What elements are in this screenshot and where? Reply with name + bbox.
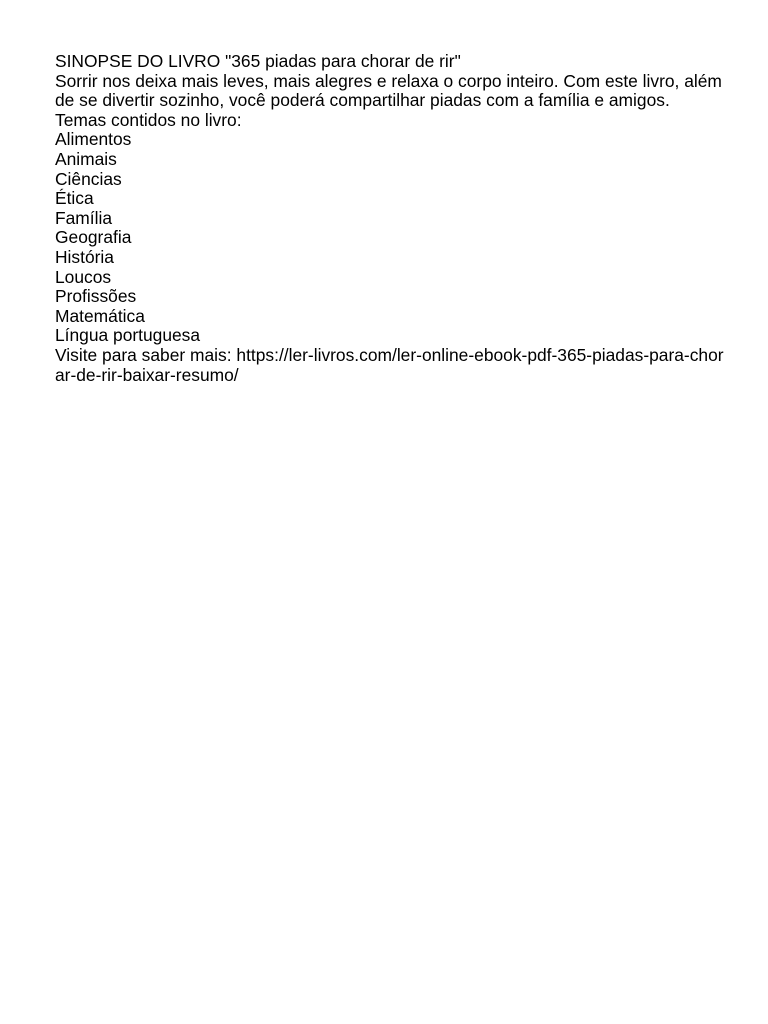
topic-item: História	[55, 246, 114, 267]
topic-item: Língua portuguesa	[55, 325, 201, 346]
topic-item: Loucos	[55, 266, 112, 287]
topic-item: Ciências	[55, 168, 122, 189]
more-info-link[interactable]: https://ler-livros.com/ler-online-ebook-pdf-365-piadas-para-chorar-de-rir-baixar-resumo/	[55, 344, 724, 385]
document-body	[55, 52, 725, 385]
document-title: SINOPSE DO LIVRO "365 piadas para chorar de rir"	[55, 51, 461, 71]
topics-heading: Temas contidos no livro:	[55, 109, 242, 130]
topic-item: Ética	[55, 188, 94, 209]
topics-list	[55, 130, 725, 346]
synopsis-paragraph: Sorrir nos deixa mais leves, mais alegres e relaxa o corpo inteiro. Com este livro, além de se divertir sozinho, você poderá compartilhar piadas com a família e amigos.	[55, 70, 722, 111]
topic-item: Matemática	[55, 305, 145, 326]
topic-item: Alimentos	[55, 129, 132, 150]
topic-item: Profissões	[55, 286, 137, 307]
more-info-prefix: Visite para saber mais:	[55, 344, 237, 365]
topic-item: Animais	[55, 148, 117, 169]
more-info-line	[55, 346, 725, 385]
topic-item: Geografia	[55, 227, 132, 248]
topic-item: Família	[55, 207, 113, 228]
